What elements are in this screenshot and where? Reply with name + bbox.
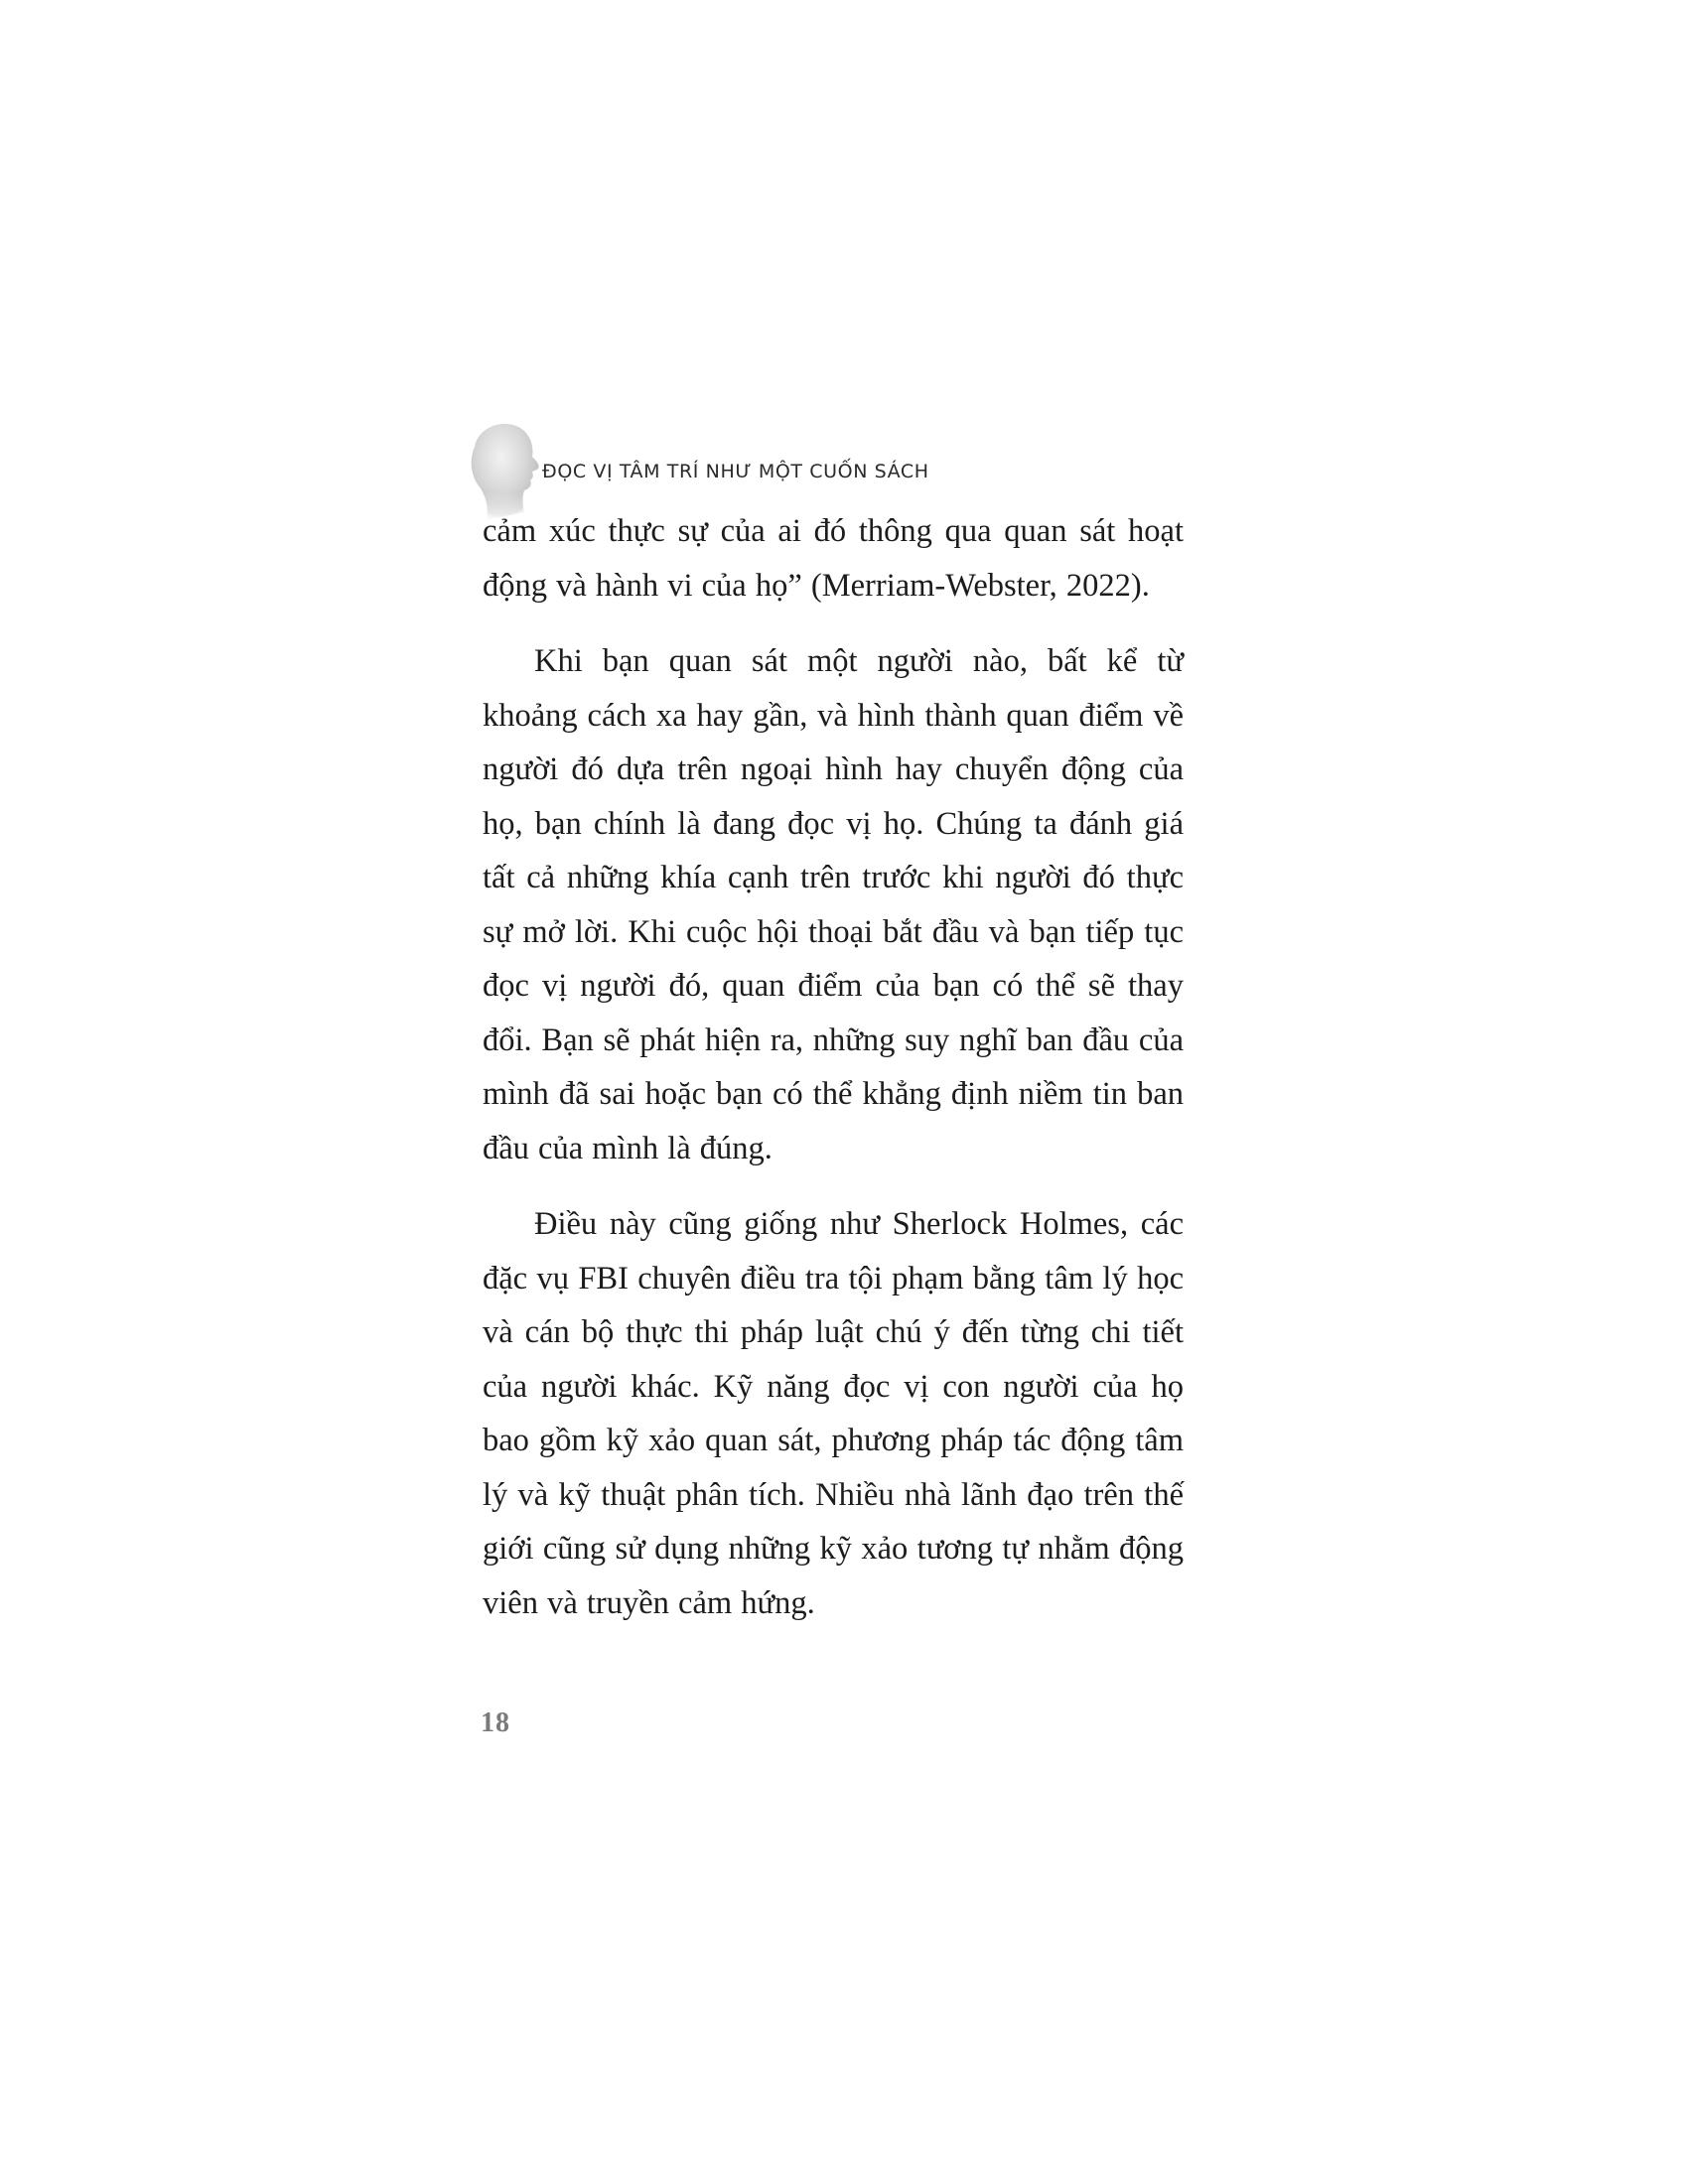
page-number: 18 [481,1707,510,1738]
paragraph: Khi bạn quan sát một người nào, bất kể từ khoảng cách xa hay gần, và hình thành quan điểm về người đó dựa trên ngoại hình hay chuyển động của họ, bạn chính là đang đọc vị họ. Chúng ta đánh giá tất cả những khía cạnh trên trước khi người đó thực sự mở lời. Khi cuộc hội thoại bắt đầu và bạn tiếp tục đọc vị người đó, quan điểm của bạn có thể sẽ thay đổi. Bạn sẽ phát hiện ra, những suy nghĩ ban đầu của mình đã sai hoặc bạn có thể khẳng định niềm tin ban đầu của mình là đúng. [483,643,1184,1166]
running-header-title: ĐỌC VỊ TÂM TRÍ NHƯ MỘT CUỐN SÁCH [542,461,929,482]
body-text [483,504,1184,1630]
paragraph-continued: cảm xúc thực sự của ai đó thông qua quan sát hoạt động và hành vi của họ” (Merriam-Webster, 2022). [483,513,1184,604]
paragraph: Điều này cũng giống như Sherlock Holmes, các đặc vụ FBI chuyên điều tra tội phạm bằng tâm lý học và cán bộ thực thi pháp luật chú ý đến từng chi tiết của người khác. Kỹ năng đọc vị con người của họ bao gồm kỹ xảo quan sát, phương pháp tác động tâm lý và kỹ thuật phân tích. Nhiều nhà lãnh đạo trên thế giới cũng sử dụng những kỹ xảo tương tự nhằm động viên và truyền cảm hứng. [483,1206,1184,1621]
